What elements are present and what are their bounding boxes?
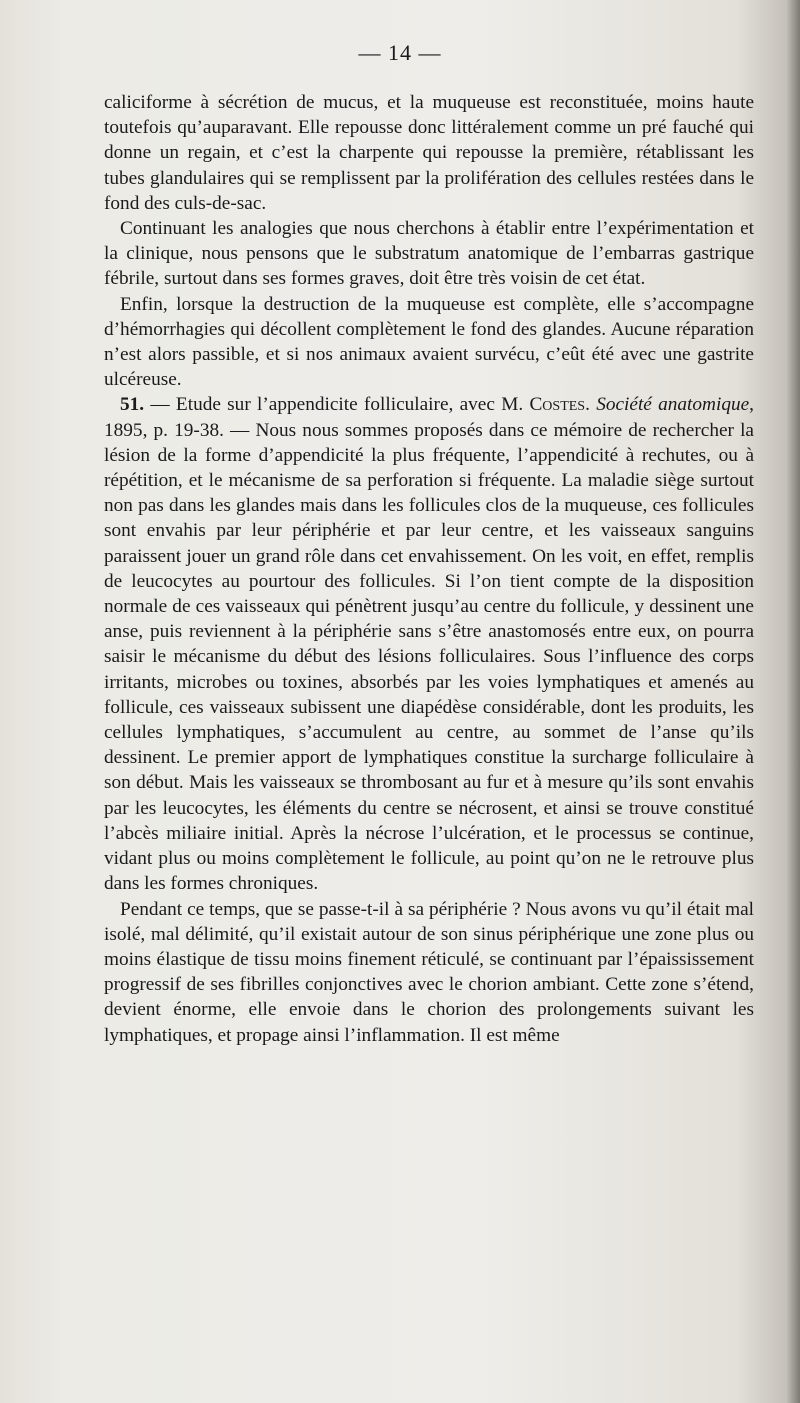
paragraph-2: Continuant les analogies que nous cherchons à établir entre l’expérimentation et la clinique, nous pensons que le substratum anatomique de l’embarras gastrique fébrile, surtout dans ses formes graves, doit être très voisin de cet état.: [104, 218, 754, 290]
entry-text: Nous nous sommes proposés dans ce mémoire de rechercher la lésion de la forme d’appendicité la plus fréquente, l’appendicité à rechutes, ou à répétition, et le mécanisme de sa perforation si fréquente. La maladie siège surtout non pas dans les glandes mais dans les follicules clos de la muqueuse, ces follicules sont envahis par leur périphérie et par leur centre, et les vaisseaux sanguins paraissent jouer un grand rôle dans cet envahissement. On les voit, en effet, remplis de leucocytes au pourtour des follicules. Si l’on tient compte de la disposition normale de ces vaisseaux qui pénètrent jusqu’au centre du follicule, y dessinent une anse, puis reviennent à la périphérie sans s’être anastomosés entre eux, on pourra saisir le mécanisme du début des lésions folliculaires. Sous l’influence des corps irritants, microbes ou toxines, absorbés par les voies lymphatiques et amenés au follicule, ces vaisseaux subissent une diapédèse considérable, dont les produits, les cellules lymphatiques, s’accumulent au centre, au sommet de l’anse qu’ils dessinent. Le premier apport de lymphatiques constitue la surcharge folliculaire à son début. Mais les vaisseaux se thrombosant au fur et à mesure qu’ils sont envahis par les leucocytes, les éléments du centre se nécrosent, et ainsi se trouve constitué l’abcès miliaire initial. Après la nécrose l’ulcération, et le processus se continue, vidant plus ou moins complètement le follicule, au point qu’on ne le retrouve plus dans les formes chroniques.: [104, 419, 754, 895]
paragraph-1: caliciforme à sécrétion de mucus, et la muqueuse est reconstituée, moins haute toutefois qu’auparavant. Elle repousse donc littéralement comme un pré fauché qui donne un regain, et c’est la charpente qui repousse la première, rétablissant les tubes glandulaires qui se remplissent par la prolifération des cellules restées dans le fond des culs-de-sac.: [104, 92, 754, 214]
entry-author: Costes: [529, 394, 586, 416]
entry-51: [104, 392, 754, 896]
entry-citation: , 1895, p. 19-38. —: [104, 394, 754, 441]
entry-title: — Etude sur l’appendicite folliculaire, avec M.: [144, 394, 530, 416]
entry-separator: .: [585, 394, 597, 416]
paragraph-3: Enfin, lorsque la destruction de la muqueuse est complète, elle s’accompagne d’hémorrhagies qui décollent complètement le fond des glandes. Aucune réparation n’est alors passible, et si nos animaux avaient survécu, c’eût été avec une gastrite ulcéreuse.: [104, 293, 754, 391]
entry-number: 51.: [120, 394, 145, 416]
page-number: — 14 —: [358, 40, 442, 65]
entry-journal: Société anatomique: [596, 394, 750, 416]
page-edge-shadow: [786, 0, 800, 1403]
body-text: [104, 90, 754, 1048]
paragraph-5: Pendant ce temps, que se passe-t-il à sa périphérie ? Nous avons vu qu’il était mal isolé, mal délimité, qu’il existait autour de son sinus périphérique une zone plus ou moins élastique de tissu moins finement réticulé, se continuant par l’épaississement progressif de ses fibrilles conjonctives avec le chorion ambiant. Cette zone s’étend, devient énorme, elle envoie dans le chorion des prolongements suivant les lymphatiques, et propage ainsi l’inflammation. Il est même: [104, 898, 754, 1046]
